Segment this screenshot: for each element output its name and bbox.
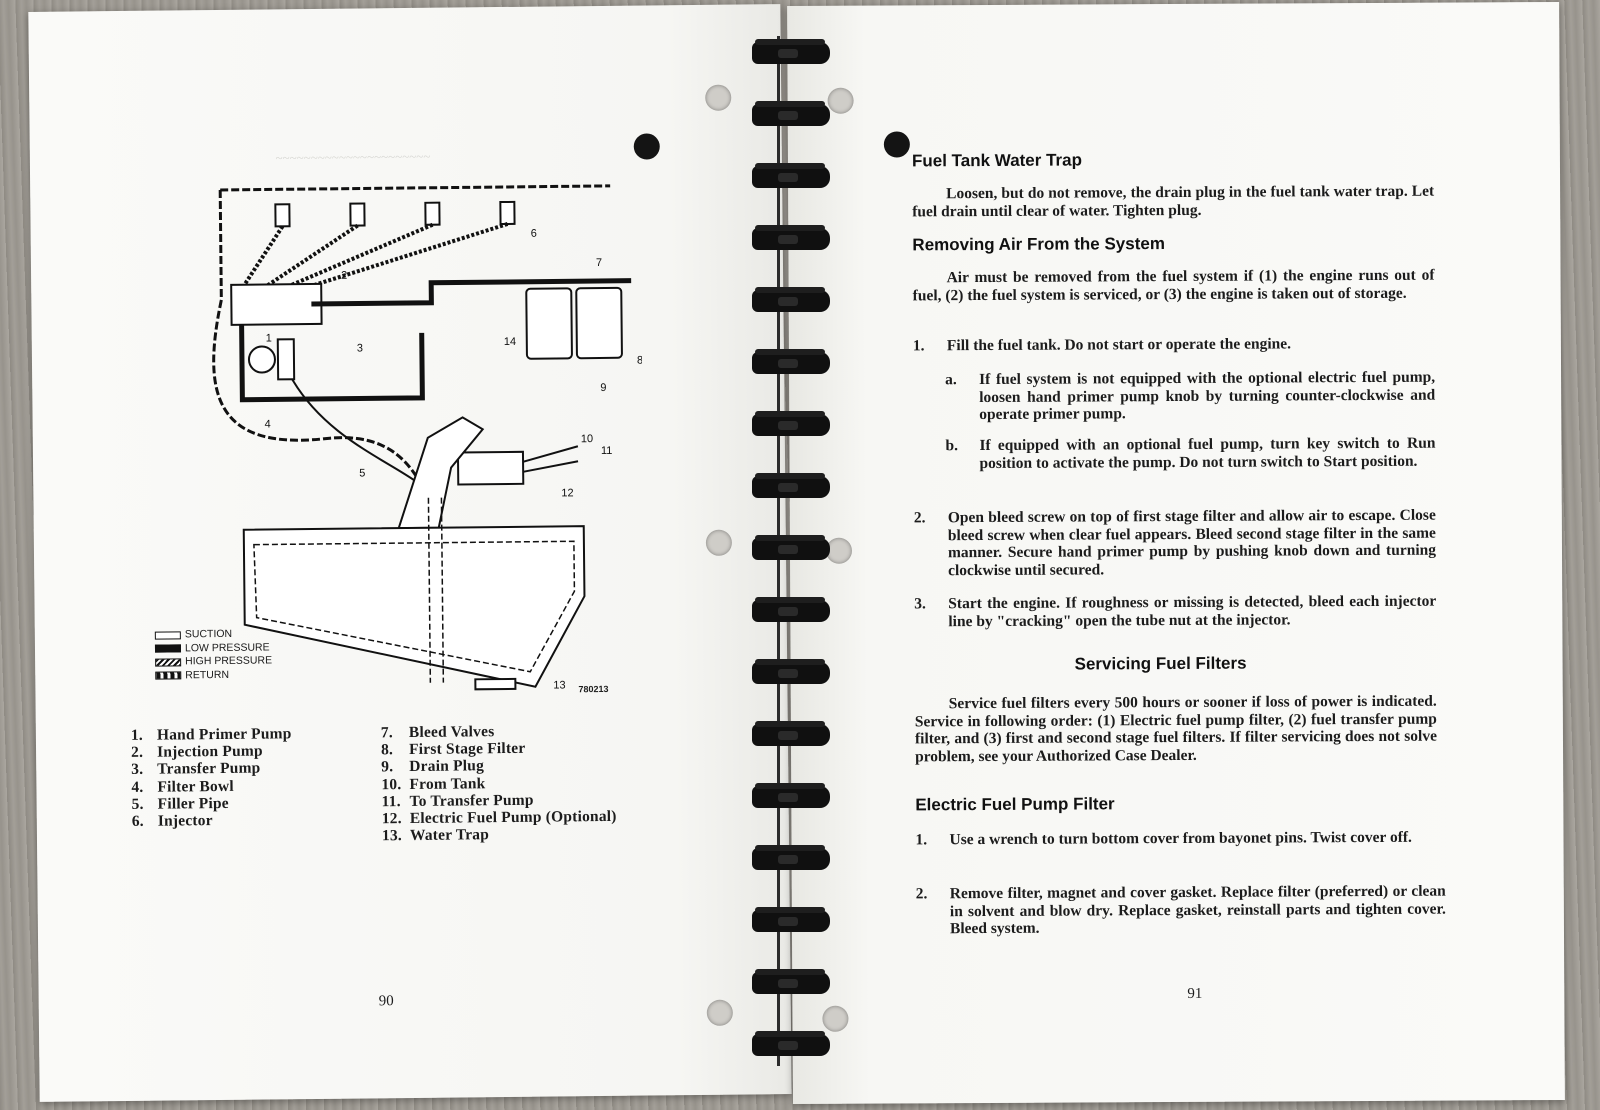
heading-removing-air: Removing Air From the System	[912, 234, 1165, 255]
binding-coil	[752, 470, 830, 500]
callout-label: 9	[600, 381, 607, 394]
binding-coil	[752, 532, 830, 562]
binding-hole	[705, 85, 731, 111]
heading-electric-filter: Electric Fuel Pump Filter	[915, 794, 1115, 815]
binding-coil	[752, 594, 830, 624]
legend-item: HIGH PRESSURE	[155, 654, 272, 669]
binding-coil	[752, 966, 830, 996]
callout-label: 12	[561, 487, 574, 500]
callout-label: 3	[356, 342, 364, 355]
list-item: 2. Open bleed screw on top of first stage filter and allow air to escape. Close bleed screw when clear fuel appears. Bleed second stage filter in the same manner. Secure hand primer pump by pushing knob down and turning clockwise until secured.	[913, 506, 1437, 579]
page-number-right: 91	[1187, 985, 1203, 1002]
binding-coil	[752, 842, 830, 872]
legend-item: LOW PRESSURE	[155, 641, 272, 656]
heading-servicing: Servicing Fuel Filters	[1074, 653, 1247, 674]
page-number-left: 90	[378, 993, 394, 1010]
binding-hole	[828, 88, 854, 114]
part-item: 10. From Tank	[381, 774, 486, 793]
callout-label: 1	[265, 332, 272, 345]
low-pressure-swatch	[155, 645, 181, 653]
removing-air-text: Air must be removed from the fuel system if (1) the engine runs out of fuel, (2) the fuel system is serviced, or (3) the engine is taken out of storage.	[912, 266, 1435, 304]
binding-coil	[752, 160, 830, 190]
part-item: 3. Transfer Pump	[131, 759, 261, 779]
binding-hole	[706, 530, 732, 556]
legend-item: SUCTION	[155, 627, 272, 642]
binding-coil	[752, 222, 830, 252]
suction-swatch	[155, 631, 181, 639]
part-item: 4. Filter Bowl	[131, 777, 234, 796]
binding-coil	[752, 904, 830, 934]
callout-label: 5	[359, 467, 366, 480]
part-item: 5. Filler Pipe	[131, 794, 229, 813]
high-pressure-swatch	[155, 658, 181, 666]
part-item: 6. Injector	[131, 812, 213, 830]
right-page	[787, 2, 1565, 1104]
figure-number: 780213	[578, 683, 609, 695]
callout-label: 10	[580, 433, 594, 446]
callout-label: 11	[600, 444, 613, 457]
binding-coil	[752, 408, 830, 438]
binding-coil	[752, 1028, 830, 1058]
callout-label: 4	[264, 418, 271, 431]
list-item: 1. Use a wrench to turn bottom cover from bayonet pins. Twist cover off.	[915, 828, 1412, 849]
parts-list-right	[381, 722, 617, 845]
part-item: 2. Injection Pump	[130, 742, 263, 762]
bleed-through-text: ~~~~~~~~~~~~~~~~~~~~~~	[239, 148, 431, 166]
binding-coil	[752, 98, 830, 128]
legend-item: RETURN	[155, 668, 272, 683]
diagram-legend	[155, 627, 272, 682]
callout-label: 14	[503, 335, 517, 349]
part-item: 7. Bleed Valves	[380, 723, 495, 742]
list-item: a. If fuel system is not equipped with the optional electric fuel pump, loosen hand primer pump knob by turning counter-clockwise and operate primer pump.	[945, 368, 1436, 424]
list-item: 1. Fill the fuel tank. Do not start or operate the engine.	[912, 335, 1292, 355]
callout-label: 6	[530, 227, 537, 240]
callout-label: 8	[636, 354, 644, 367]
binding-coil	[752, 718, 830, 748]
binding-hole	[634, 133, 660, 159]
binding-coil	[752, 780, 830, 810]
left-page	[28, 4, 791, 1102]
binding-coil	[752, 346, 830, 376]
list-item: b. If equipped with an optional fuel pump, turn key switch to Run position to activate the pump. Do not turn switch to Start position.	[945, 434, 1436, 472]
heading-water-trap: Fuel Tank Water Trap	[911, 150, 1083, 171]
part-item: 8. First Stage Filter	[380, 740, 526, 759]
servicing-text: Service fuel filters every 500 hours or sooner if loss of power is indicated. Service in following order: (1) Electric fuel pump filter, (2) fuel transfer pump filter, and (3) first and second stage fuel filters. If filter servicing does not solve problem, see your Authorized Case Dealer.	[914, 692, 1438, 765]
part-item: 11. To Transfer Pump	[381, 791, 534, 811]
callout-label: 7	[595, 256, 603, 270]
binding-coil	[752, 36, 830, 66]
part-item: 13. Water Trap	[381, 826, 490, 845]
part-item: 12. Electric Fuel Pump (Optional)	[381, 807, 617, 828]
binding-coil	[752, 656, 830, 686]
callout-label: 13	[553, 679, 566, 692]
list-item: 3. Start the engine. If roughness or missing is detected, bleed each injector line by "cracking" open the tube nut at the injector.	[914, 592, 1437, 630]
part-item: 1. Hand Primer Pump	[130, 725, 292, 744]
part-item: 9. Drain Plug	[381, 757, 485, 776]
list-item: 2. Remove filter, magnet and cover gasket. Replace filter (preferred) or clean in solvent and blow dry. Replace gasket, reinstall parts and tighten cover. Bleed system.	[915, 882, 1446, 938]
water-trap-text: Loosen, but do not remove, the drain plug in the fuel tank water trap. Let fuel drain until clear of water. Tighten plug.	[912, 182, 1435, 220]
binding-hole	[707, 1000, 733, 1026]
return-swatch	[155, 672, 181, 680]
callout-label: 2	[341, 269, 348, 282]
binding-hole	[884, 131, 910, 157]
parts-list-left	[131, 725, 293, 830]
binding-coil	[752, 284, 830, 314]
